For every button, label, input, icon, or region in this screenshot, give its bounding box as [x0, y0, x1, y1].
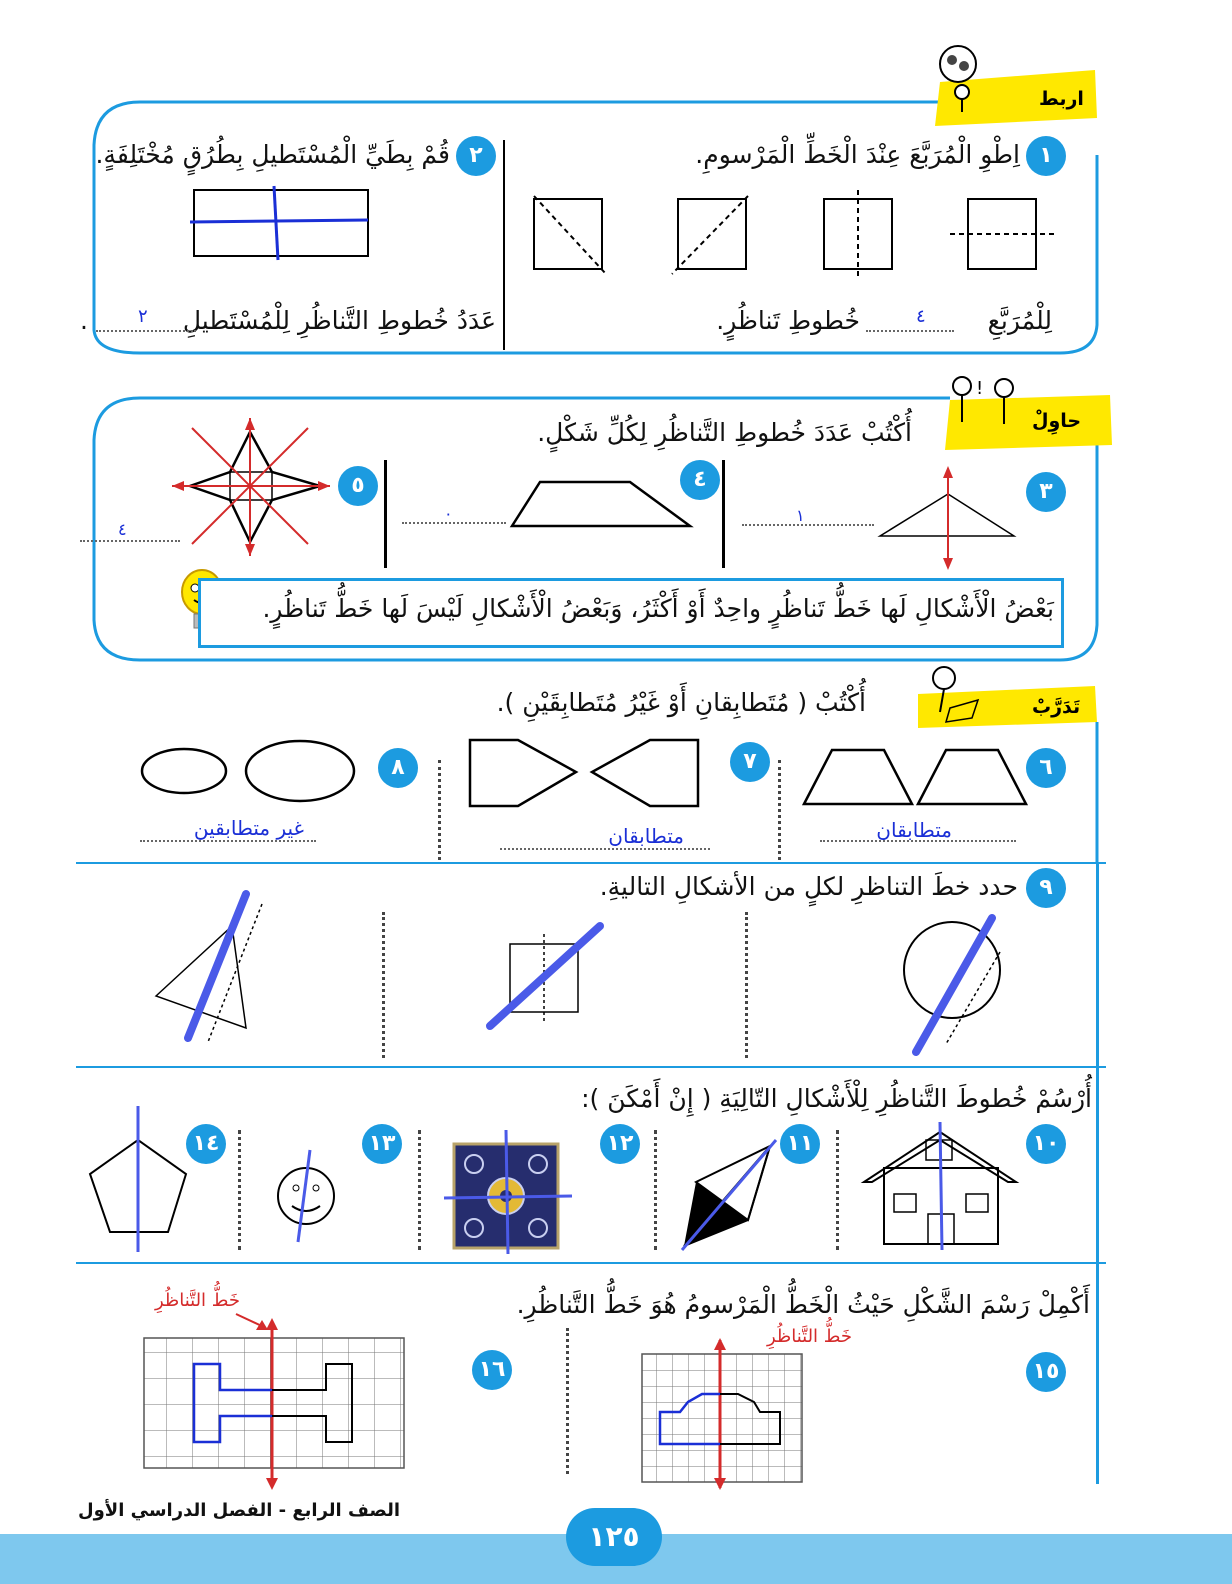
q13-number: ١٣	[362, 1124, 402, 1164]
q1-answer-post: خُطوطِ تَناظُرٍ.	[716, 306, 860, 335]
q6-trapezoids	[800, 744, 1040, 814]
q15-line-label: خَطُّ التَّناظُرِ	[766, 1326, 852, 1347]
grade-label: الصف الرابع - الفصل الدراسي الأول	[78, 1500, 401, 1521]
try-prompt: أُكْتُبْ عَدَدَ خُطوطِ التَّناظُرِ لِكُلِّ شَكْلٍ.	[537, 418, 912, 447]
q8-answer[interactable]: غير متطابقين	[193, 816, 304, 840]
separator-1	[76, 862, 1106, 864]
complete-prompt: أَكْمِلْ رَسْمَ الشَّكْلِ حَيْثُ الْخَطُّ الْمَرْسومُ هُوَ خَطُّ التَّناظُرِ.	[516, 1290, 1090, 1319]
q6-q7-divider	[778, 760, 781, 860]
connect-tag: اربط	[1039, 88, 1084, 110]
q7-q8-divider	[438, 760, 441, 860]
q5-number: ٥	[338, 466, 378, 506]
q3-answer[interactable]: ١	[796, 506, 805, 525]
q1-prompt: اِطْوِ الْمُرَبَّعَ عِنْدَ الْخَطِّ الْمَرْسومِ.	[695, 140, 1020, 169]
draw-divider-4	[238, 1130, 241, 1250]
q2-answer-pre: عَدَدُ خُطوطِ التَّناظُرِ لِلْمُسْتَطيلِ	[182, 306, 496, 335]
q1-answer-value[interactable]: ٤	[916, 306, 926, 327]
q2-answer-post: .	[80, 306, 88, 335]
writer-icon	[922, 664, 982, 724]
q6-answer[interactable]: متطابقان	[876, 818, 952, 842]
q4-answer[interactable]: ٠	[444, 504, 453, 523]
try-tag: حاوِلْ	[1032, 410, 1082, 432]
q9-prompt: حدد خطَ التناظرِ لكلٍ من الأشكالِ التاليةِ.	[599, 872, 1018, 901]
q10-number: ١٠	[1026, 1124, 1066, 1164]
note-text: بَعْضُ الْأَشْكالِ لَها خَطُّ تَناظُرٍ واحِدٌ أَوْ أَكْثَرُ، وَبَعْضُ الْأَشْكالِ لَيْسَ لَها خَطُّ تَناظُرٍ.	[262, 594, 1054, 623]
q9-divider-1	[745, 912, 748, 1058]
q1-number: ١	[1026, 136, 1066, 176]
q7-answer[interactable]: متطابقان	[608, 824, 684, 848]
svg-text:!: !	[976, 378, 984, 399]
q2-number: ٢	[456, 136, 496, 176]
q9-right-border	[1096, 862, 1099, 1066]
q12-tile	[444, 1130, 574, 1260]
q14-number: ١٤	[186, 1124, 226, 1164]
q8-ellipses	[136, 738, 366, 808]
page-number: ١٢٥	[566, 1508, 662, 1566]
practice-prompt: أُكْتُبْ ( مُتَطابِقانِ أَوْ غَيْرُ مُتَطابِقَيْنِ ).	[496, 688, 866, 717]
q7-pentagons	[466, 734, 716, 814]
q8-number: ٨	[378, 748, 418, 788]
q9-divider-2	[382, 912, 385, 1058]
q11-number: ١١	[780, 1124, 820, 1164]
separator-2	[76, 1066, 1106, 1068]
q10-house	[860, 1116, 1030, 1256]
q7-number: ٧	[730, 742, 770, 782]
practice-tag: تَدَرَّبْ	[1032, 696, 1081, 718]
complete-right-border	[1096, 1262, 1099, 1484]
q16-line-label: خَطُّ التَّناظُرِ	[154, 1290, 240, 1311]
q2-prompt: قُمْ بِطَيِّ الْمُسْتَطيلِ بِطُرُقٍ مُخْتَلِفَةٍ.	[95, 140, 450, 169]
q12-number: ١٢	[600, 1124, 640, 1164]
q11-kite	[678, 1134, 788, 1254]
q8-answer-line	[140, 840, 316, 842]
q15-q16-divider	[566, 1328, 569, 1474]
q9-triangle-figure	[150, 892, 280, 1052]
q4-number: ٤	[680, 460, 720, 500]
draw-prompt: أُرْسُمْ خُطوطَ التَّناظُرِ لِلْأَشْكالِ التّالِيَةِ ( إِنْ أَمْكَنَ ):	[581, 1084, 1092, 1113]
q16-grid	[140, 1300, 430, 1490]
separator-3	[76, 1262, 1106, 1264]
q9-number: ٩	[1026, 868, 1066, 908]
draw-divider-2	[654, 1130, 657, 1250]
q2-answer-value[interactable]: ٢	[138, 306, 148, 327]
q9-circle-figure	[896, 908, 1036, 1058]
draw-divider-3	[418, 1130, 421, 1250]
q3-number: ٣	[1026, 472, 1066, 512]
q13-face	[268, 1146, 348, 1246]
q14-pentagon	[80, 1104, 200, 1254]
q16-number: ١٦	[472, 1350, 512, 1390]
draw-divider-1	[836, 1130, 839, 1250]
q15-grid	[640, 1338, 840, 1488]
q6-number: ٦	[1026, 748, 1066, 788]
q5-answer[interactable]: ٤	[118, 520, 127, 539]
q9-square-figure	[482, 918, 612, 1048]
q7-answer-line	[500, 848, 710, 850]
q15-number: ١٥	[1026, 1352, 1066, 1392]
draw-right-border	[1096, 1066, 1099, 1262]
q1-answer-pre: لِلْمُرَبَّعِ	[987, 306, 1052, 335]
